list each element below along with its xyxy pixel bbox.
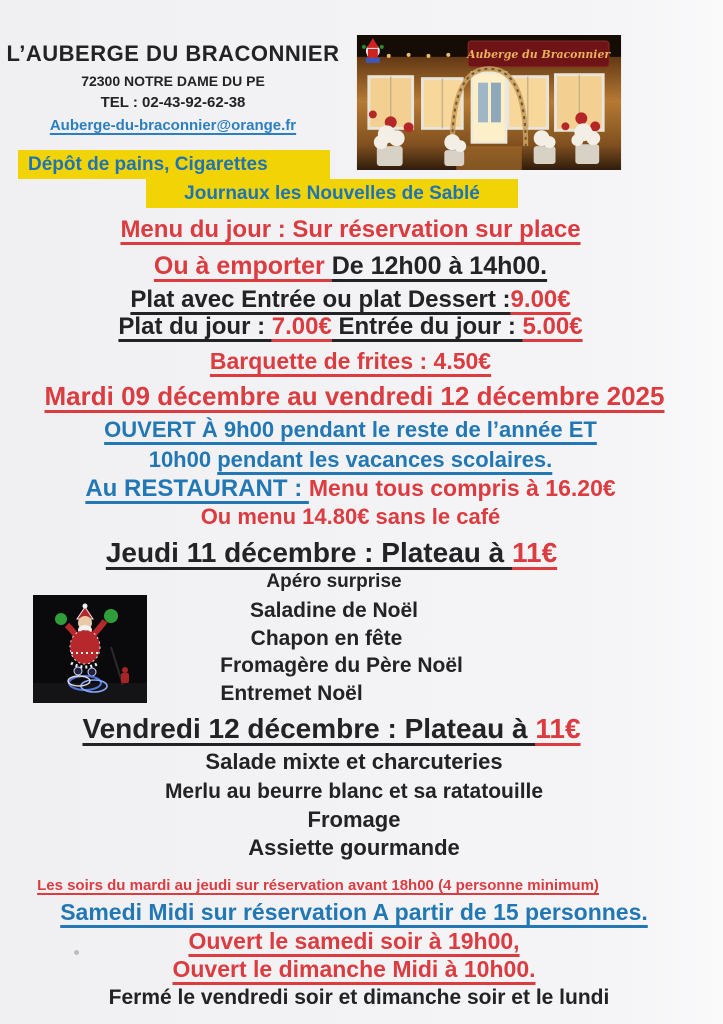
- friday-menu-item: Merlu au beurre blanc et sa ratatouille: [164, 780, 544, 803]
- takeaway-line: Ou à emporter De 12h00 à 14h00.: [153, 252, 548, 280]
- phone-line: TEL : 02-43-92-62-38: [100, 94, 246, 111]
- friday-title: Vendredi 12 décembre : Plateau à 11€: [82, 713, 581, 744]
- plat-du-jour-line: Plat du jour : 7.00€ Entrée du jour : 5.00€: [118, 313, 583, 340]
- page-title: L’AUBERGE DU BRACONNIER: [6, 41, 340, 66]
- scan-speck: [74, 950, 79, 955]
- thursday-menu-item: Fromagère du Père Noël: [220, 654, 463, 677]
- dates-banner: Mardi 09 décembre au vendredi 12 décembre 2025: [44, 381, 665, 411]
- friday-menu-item: Salade mixte et charcuteries: [205, 749, 503, 774]
- thursday-title: Jeudi 11 décembre : Plateau à 11€: [105, 537, 558, 568]
- santa-lights-photo: [33, 595, 147, 703]
- svg-text:Auberge du Braconnier: Auberge du Braconnier: [467, 47, 611, 61]
- opening-hours-line-2: 10h00 pendant les vacances scolaires.: [148, 447, 553, 472]
- thursday-menu-item: Entremet Noël: [220, 682, 363, 705]
- address-line: 72300 NOTRE DAME DU PE: [81, 73, 265, 89]
- restaurant-front-photo: [356, 35, 622, 170]
- email-link[interactable]: Auberge-du-braconnier@orange.fr: [49, 117, 297, 134]
- menu-du-jour-line: Menu du jour : Sur réservation sur place: [120, 216, 581, 243]
- closed-days-line: Fermé le vendredi soir et dimanche soir et le lundi: [108, 986, 610, 1009]
- opening-hours-line-1: OUVERT À 9h00 pendant le reste de l’année ET: [104, 417, 597, 442]
- menu-no-coffee-line: Ou menu 14.80€ sans le café: [200, 504, 501, 529]
- header-block: [2, 41, 344, 135]
- friday-menu-item: Assiette gourmande: [248, 835, 460, 860]
- thursday-menu-item: Saladine de Noël: [249, 599, 419, 622]
- sunday-noon-line: Ouvert le dimanche Midi à 10h00.: [172, 956, 536, 982]
- entrance-door: [472, 73, 506, 142]
- highlight-depot: Dépôt de pains, Cigarettes: [18, 150, 330, 179]
- restaurant-sign: [466, 41, 611, 67]
- saturday-noon-line: Samedi Midi sur réservation A partir de 15 personnes.: [60, 899, 648, 925]
- saturday-evening-line: Ouvert le samedi soir à 19h00,: [188, 928, 520, 954]
- thursday-menu-item: Apéro surprise: [266, 571, 402, 592]
- weekday-evenings-line: Les soirs du mardi au jeudi sur réservation avant 18h00 (4 personne minimum): [37, 877, 599, 894]
- restaurant-menu-line: Au RESTAURANT : Menu tous compris à 16.20€: [85, 475, 616, 502]
- frites-line: Barquette de frites : 4.50€: [209, 348, 492, 374]
- formula-price-line: Plat avec Entrée ou plat Dessert :9.00€: [130, 286, 571, 313]
- thursday-menu-item: Chapon en fête: [250, 627, 403, 650]
- friday-menu-item: Fromage: [307, 807, 401, 832]
- highlight-journaux: Journaux les Nouvelles de Sablé: [146, 179, 518, 208]
